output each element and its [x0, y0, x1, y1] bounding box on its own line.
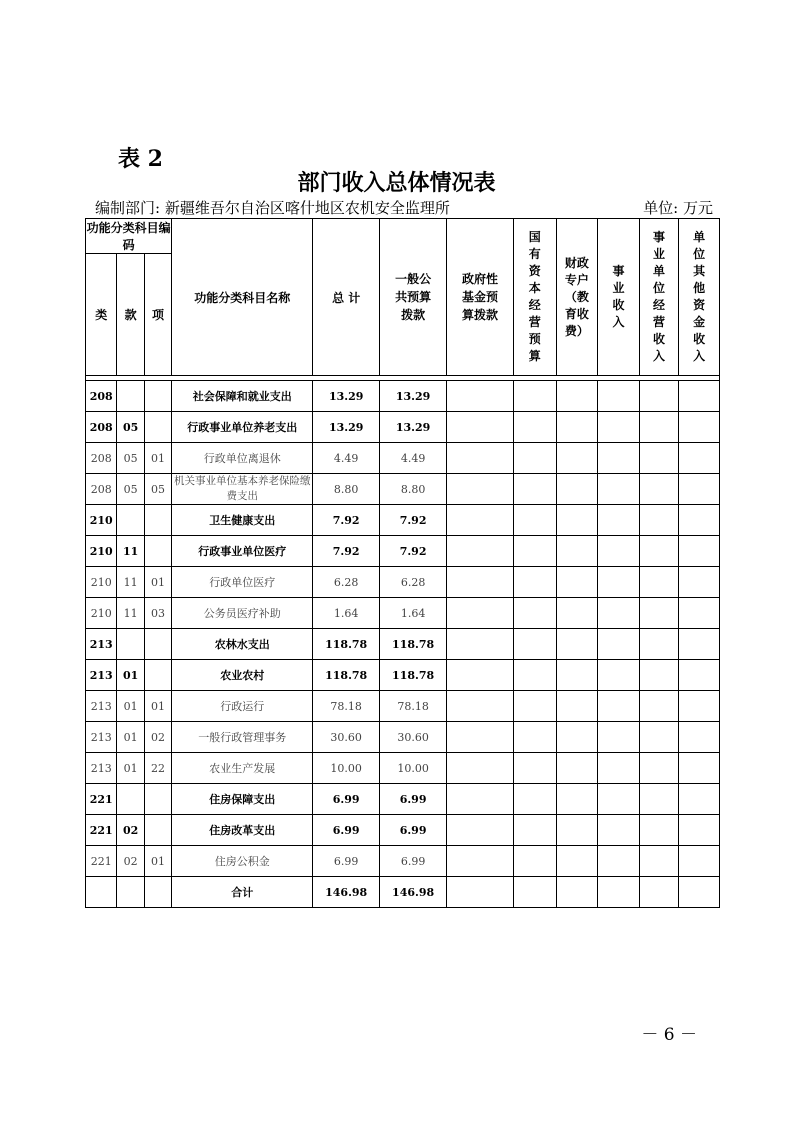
cell-empty: [556, 877, 598, 908]
cell-empty: [679, 598, 720, 629]
cell-empty: [598, 536, 640, 567]
table-row: [86, 722, 720, 753]
cell-empty: [639, 598, 679, 629]
cell-empty: [598, 815, 640, 846]
cell-empty: [598, 691, 640, 722]
cell-empty: [598, 877, 640, 908]
cell-empty: [598, 505, 640, 536]
cell-empty: [514, 381, 557, 412]
cell-total: 6.99: [313, 784, 380, 815]
cell-general: 6.99: [380, 815, 447, 846]
cell-empty: [679, 660, 720, 691]
cell-name: 行政事业单位医疗: [172, 536, 313, 567]
cell-empty: [86, 877, 117, 908]
cell-empty: [639, 381, 679, 412]
cell-xiang: [144, 660, 171, 691]
cell-empty: [447, 722, 514, 753]
cell-name: 一般行政管理事务: [172, 722, 313, 753]
cell-lei: 208: [86, 443, 117, 474]
cell-empty: [639, 753, 679, 784]
cell-kuan: 01: [117, 691, 144, 722]
col-operation-income: 事业单位经营收入: [639, 219, 679, 376]
cell-empty: [598, 381, 640, 412]
cell-empty: [447, 815, 514, 846]
cell-general: 7.92: [380, 536, 447, 567]
cell-empty: [598, 629, 640, 660]
cell-empty: [556, 474, 598, 505]
cell-empty: [639, 877, 679, 908]
cell-empty: [679, 474, 720, 505]
cell-kuan: 11: [117, 598, 144, 629]
cell-xiang: [144, 412, 171, 443]
cell-name: 住房改革支出: [172, 815, 313, 846]
cell-empty: [514, 784, 557, 815]
cell-kuan: 01: [117, 722, 144, 753]
cell-empty: [447, 598, 514, 629]
unit-label: 单位: 万元: [643, 199, 713, 217]
cell-general: 30.60: [380, 722, 447, 753]
cell-name: 行政单位离退休: [172, 443, 313, 474]
cell-empty: [447, 536, 514, 567]
cell-empty: [556, 412, 598, 443]
cell-name: 住房公积金: [172, 846, 313, 877]
cell-empty: [639, 443, 679, 474]
cell-general: 78.18: [380, 691, 447, 722]
table-row: [86, 691, 720, 722]
table-row: [86, 846, 720, 877]
cell-total: 13.29: [313, 381, 380, 412]
cell-empty: [679, 877, 720, 908]
cell-empty: [598, 443, 640, 474]
cell-total: 30.60: [313, 722, 380, 753]
cell-empty: [556, 381, 598, 412]
cell-xiang: [144, 536, 171, 567]
col-kuan: 款: [117, 254, 144, 376]
cell-empty: [514, 722, 557, 753]
cell-empty: [447, 753, 514, 784]
cell-general: 8.80: [380, 474, 447, 505]
cell-total: 78.18: [313, 691, 380, 722]
cell-empty: [639, 536, 679, 567]
cell-empty: [639, 660, 679, 691]
cell-empty: [556, 443, 598, 474]
cell-empty: [639, 505, 679, 536]
cell-empty: [514, 815, 557, 846]
cell-empty: [447, 381, 514, 412]
cell-empty: [556, 536, 598, 567]
col-other-income: 单位其他资金收入: [679, 219, 720, 376]
cell-empty: [679, 381, 720, 412]
cell-empty: [144, 877, 171, 908]
table-row: [86, 381, 720, 412]
cell-empty: [447, 505, 514, 536]
cell-empty: [447, 660, 514, 691]
cell-kuan: 05: [117, 412, 144, 443]
cell-total: 7.92: [313, 536, 380, 567]
cell-name: 农业生产发展: [172, 753, 313, 784]
cell-kuan: 11: [117, 567, 144, 598]
cell-general: 4.49: [380, 443, 447, 474]
cell-empty: [556, 784, 598, 815]
cell-lei: 210: [86, 505, 117, 536]
cell-empty: [117, 877, 144, 908]
col-xiang: 项: [144, 254, 171, 376]
cell-kuan: [117, 381, 144, 412]
table-row: [86, 753, 720, 784]
cell-total: 10.00: [313, 753, 380, 784]
cell-empty: [679, 753, 720, 784]
cell-empty: [598, 598, 640, 629]
cell-empty: [679, 691, 720, 722]
cell-name: 公务员医疗补助: [172, 598, 313, 629]
cell-name: 机关事业单位基本养老保险缴费支出: [172, 474, 313, 505]
cell-general: 6.99: [380, 846, 447, 877]
cell-empty: [514, 846, 557, 877]
cell-empty: [598, 660, 640, 691]
cell-name: 社会保障和就业支出: [172, 381, 313, 412]
col-general: 一般公共预算拨款: [380, 219, 447, 376]
cell-empty: [556, 567, 598, 598]
cell-empty: [514, 536, 557, 567]
table-number: 表 2: [118, 146, 163, 172]
col-code-group: 功能分类科目编码: [86, 219, 172, 254]
total-label: 合计: [172, 877, 313, 908]
cell-kuan: 01: [117, 753, 144, 784]
cell-xiang: [144, 815, 171, 846]
cell-kuan: 05: [117, 443, 144, 474]
cell-empty: [556, 629, 598, 660]
cell-empty: [639, 567, 679, 598]
cell-total: 8.80: [313, 474, 380, 505]
col-fund: 政府性基金预算拨款: [447, 219, 514, 376]
cell-empty: [679, 443, 720, 474]
table-row: [86, 536, 720, 567]
cell-empty: [514, 474, 557, 505]
cell-empty: [679, 629, 720, 660]
cell-empty: [447, 412, 514, 443]
cell-empty: [598, 412, 640, 443]
cell-empty: [679, 784, 720, 815]
cell-empty: [556, 691, 598, 722]
cell-empty: [514, 567, 557, 598]
cell-empty: [556, 660, 598, 691]
cell-empty: [679, 412, 720, 443]
cell-empty: [639, 784, 679, 815]
cell-empty: [447, 443, 514, 474]
cell-empty: [447, 567, 514, 598]
col-special-account: 财政专户（教育收费）: [556, 219, 598, 376]
cell-name: 住房保障支出: [172, 784, 313, 815]
cell-empty: [556, 722, 598, 753]
cell-kuan: 11: [117, 536, 144, 567]
table-row: [86, 815, 720, 846]
cell-name: 行政事业单位养老支出: [172, 412, 313, 443]
cell-empty: [639, 722, 679, 753]
cell-empty: [598, 753, 640, 784]
cell-empty: [447, 784, 514, 815]
table-row: [86, 567, 720, 598]
cell-empty: [447, 474, 514, 505]
cell-empty: [447, 629, 514, 660]
cell-xiang: [144, 629, 171, 660]
cell-xiang: 02: [144, 722, 171, 753]
cell-empty: [556, 815, 598, 846]
cell-kuan: [117, 784, 144, 815]
cell-empty: [447, 691, 514, 722]
cell-empty: [639, 691, 679, 722]
cell-empty: [556, 846, 598, 877]
cell-empty: [556, 753, 598, 784]
cell-empty: [598, 846, 640, 877]
cell-empty: [447, 846, 514, 877]
cell-total: 7.92: [313, 505, 380, 536]
col-business-income: 事业收入: [598, 219, 640, 376]
cell-lei: 213: [86, 629, 117, 660]
cell-kuan: [117, 505, 144, 536]
cell-total: 1.64: [313, 598, 380, 629]
total-row: [86, 877, 720, 908]
col-lei: 类: [86, 254, 117, 376]
table-row: [86, 412, 720, 443]
col-name: 功能分类科目名称: [172, 219, 313, 376]
table-row: [86, 629, 720, 660]
cell-empty: [639, 412, 679, 443]
cell-xiang: 01: [144, 443, 171, 474]
cell-lei: 208: [86, 412, 117, 443]
cell-lei: 213: [86, 691, 117, 722]
cell-kuan: 02: [117, 846, 144, 877]
col-state-capital: 国有资本经营预算: [514, 219, 557, 376]
cell-empty: [447, 877, 514, 908]
cell-empty: [679, 722, 720, 753]
cell-empty: [598, 474, 640, 505]
cell-kuan: 05: [117, 474, 144, 505]
cell-general: 118.78: [380, 660, 447, 691]
cell-empty: [639, 629, 679, 660]
cell-lei: 221: [86, 846, 117, 877]
cell-name: 行政运行: [172, 691, 313, 722]
cell-name: 行政单位医疗: [172, 567, 313, 598]
cell-name: 农业农村: [172, 660, 313, 691]
cell-kuan: 02: [117, 815, 144, 846]
cell-lei: 210: [86, 598, 117, 629]
cell-lei: 208: [86, 381, 117, 412]
cell-empty: [598, 722, 640, 753]
cell-total: 13.29: [313, 412, 380, 443]
cell-lei: 213: [86, 660, 117, 691]
cell-empty: [679, 505, 720, 536]
cell-empty: [598, 567, 640, 598]
table-row: [86, 598, 720, 629]
cell-empty: [639, 474, 679, 505]
cell-empty: [514, 598, 557, 629]
cell-lei: 210: [86, 536, 117, 567]
cell-empty: [514, 877, 557, 908]
cell-general: 1.64: [380, 598, 447, 629]
cell-lei: 221: [86, 784, 117, 815]
cell-name: 卫生健康支出: [172, 505, 313, 536]
cell-lei: 221: [86, 815, 117, 846]
cell-empty: [556, 505, 598, 536]
cell-empty: [514, 629, 557, 660]
cell-general: 118.78: [380, 629, 447, 660]
cell-xiang: 05: [144, 474, 171, 505]
table-row: [86, 660, 720, 691]
cell-xiang: 03: [144, 598, 171, 629]
cell-empty: [514, 660, 557, 691]
cell-general: 7.92: [380, 505, 447, 536]
cell-xiang: 01: [144, 846, 171, 877]
cell-empty: [639, 815, 679, 846]
cell-empty: [556, 598, 598, 629]
document-title: 部门收入总体情况表: [297, 170, 496, 196]
cell-lei: 208: [86, 474, 117, 505]
cell-total: 118.78: [313, 660, 380, 691]
cell-kuan: 01: [117, 660, 144, 691]
cell-empty: [679, 567, 720, 598]
col-total: 总 计: [313, 219, 380, 376]
cell-xiang: [144, 381, 171, 412]
cell-total: 118.78: [313, 629, 380, 660]
cell-empty: [514, 691, 557, 722]
table-row: [86, 474, 720, 505]
cell-empty: [639, 846, 679, 877]
cell-empty: [679, 815, 720, 846]
cell-empty: [514, 443, 557, 474]
cell-total: 6.28: [313, 567, 380, 598]
cell-general: 13.29: [380, 412, 447, 443]
table-row: [86, 505, 720, 536]
cell-xiang: 22: [144, 753, 171, 784]
cell-empty: [679, 846, 720, 877]
cell-xiang: 01: [144, 691, 171, 722]
total-general: 146.98: [380, 877, 447, 908]
cell-xiang: 01: [144, 567, 171, 598]
cell-empty: [598, 784, 640, 815]
cell-xiang: [144, 505, 171, 536]
cell-general: 13.29: [380, 381, 447, 412]
cell-empty: [514, 753, 557, 784]
cell-xiang: [144, 784, 171, 815]
cell-lei: 210: [86, 567, 117, 598]
table-row: [86, 784, 720, 815]
cell-total: 6.99: [313, 846, 380, 877]
cell-general: 10.00: [380, 753, 447, 784]
cell-total: 4.49: [313, 443, 380, 474]
cell-lei: 213: [86, 722, 117, 753]
total-sum: 146.98: [313, 877, 380, 908]
cell-empty: [514, 412, 557, 443]
cell-kuan: [117, 629, 144, 660]
table-row: [86, 443, 720, 474]
cell-empty: [514, 505, 557, 536]
cell-lei: 213: [86, 753, 117, 784]
cell-general: 6.99: [380, 784, 447, 815]
department-label: 编制部门: 新疆维吾尔自治区喀什地区农机安全监理所: [95, 199, 450, 217]
cell-name: 农林水支出: [172, 629, 313, 660]
cell-empty: [679, 536, 720, 567]
cell-general: 6.28: [380, 567, 447, 598]
cell-total: 6.99: [313, 815, 380, 846]
page-number: － 6 －: [641, 1025, 697, 1045]
income-table: [85, 218, 720, 908]
